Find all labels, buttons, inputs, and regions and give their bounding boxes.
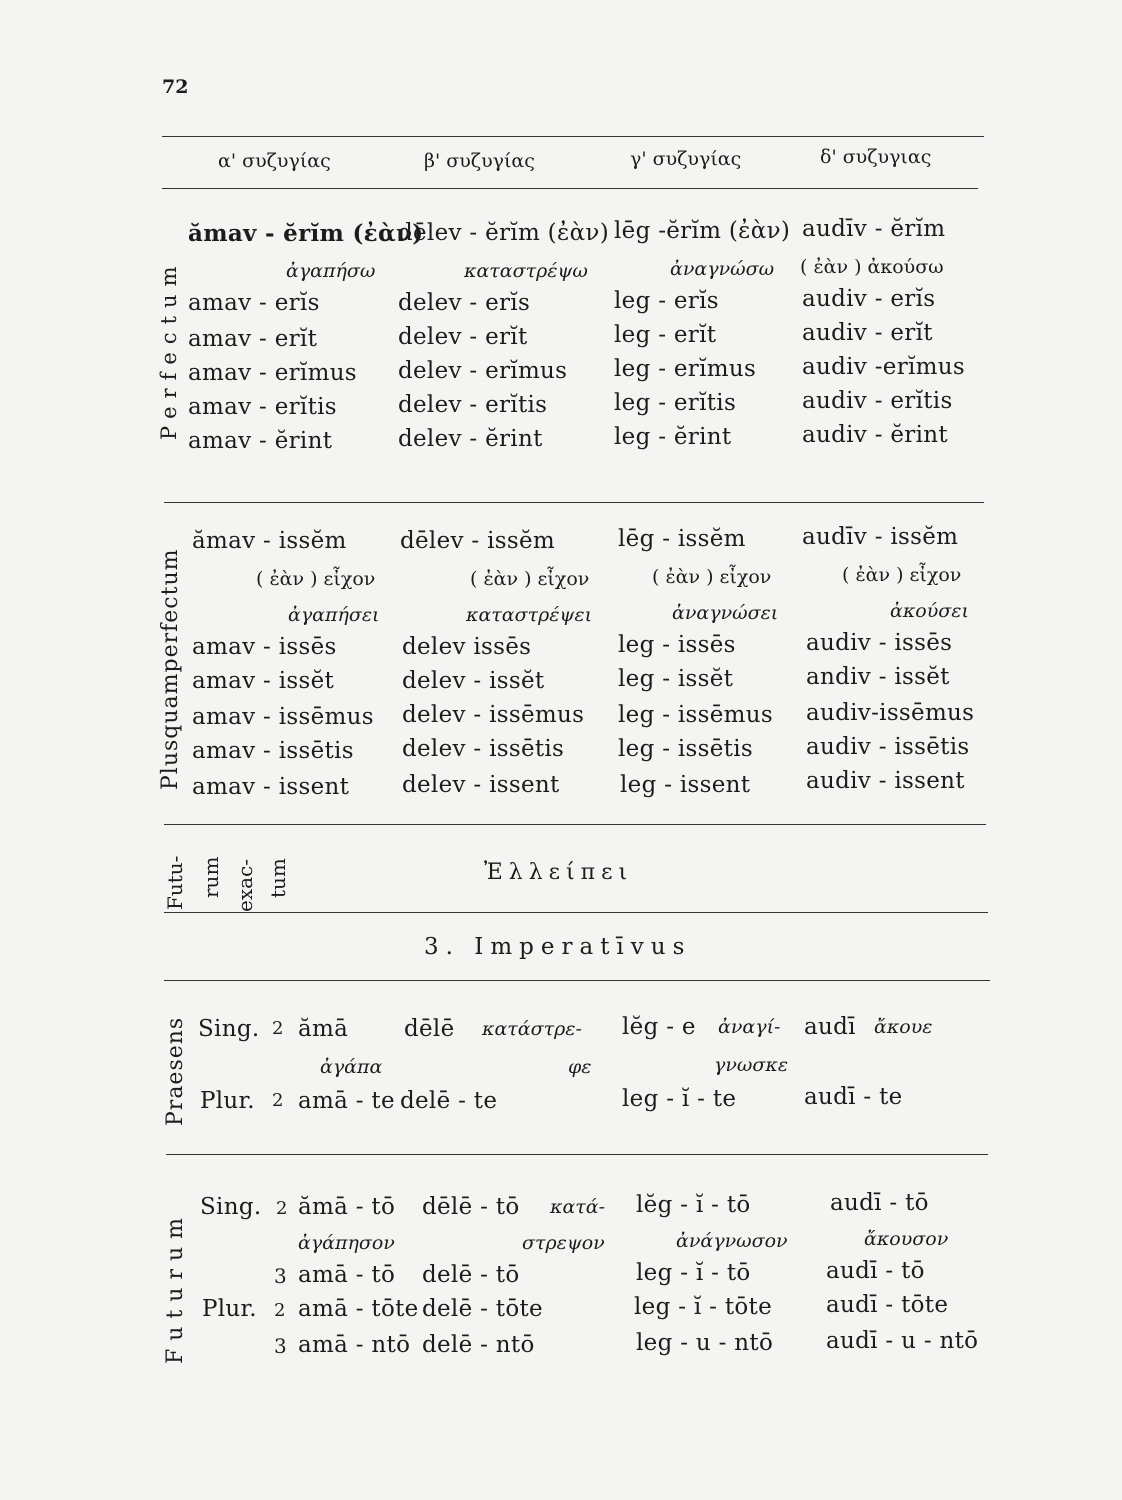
plusquamperfectum-cell: dēlev - issĕm: [400, 528, 555, 554]
section-rule: [164, 824, 986, 825]
plusquamperfectum-cell: audiv - issent: [806, 768, 965, 794]
futurum-exactum-label-line: tum: [266, 858, 290, 898]
plusquamperfectum-greek: ἀναγνώσει: [672, 602, 779, 624]
futurum-num: 2: [276, 1198, 288, 1219]
perfectum-cell: amav - erĭmus: [188, 360, 357, 386]
plusquamperfectum-greek: ἀκούσει: [890, 600, 969, 622]
plusquamperfectum-cell: leg - issētis: [618, 736, 753, 762]
perfectum-cell: leg - erĭmus: [614, 356, 757, 382]
futurum-exactum-label-line: exac-: [233, 859, 257, 912]
plusquamperfectum-cell: leg - issēs: [618, 632, 736, 658]
header-conjugation-4: δ' συζυγιας: [820, 146, 932, 168]
plusquamperfectum-greek: ( ἐὰν ) εἶχον: [842, 564, 962, 586]
plusquamperfectum-cell: leg - issent: [620, 772, 751, 798]
section-rule: [164, 912, 988, 913]
perfectum-cell: leg - erĭs: [614, 288, 719, 314]
perfectum-cell: audiv - erĭt: [802, 320, 933, 346]
perfectum-cell: delev - erĭs: [398, 290, 531, 316]
perfectum-greek: καταστρέψω: [464, 260, 588, 282]
perfectum-cell: delev - erĭt: [398, 324, 528, 350]
plusquamperfectum-cell: lēg - issĕm: [618, 526, 746, 552]
futurum-exactum-label-line: rum: [199, 856, 223, 898]
futurum-greek: στρεψον: [522, 1232, 605, 1254]
futurum-num: 3: [274, 1334, 288, 1358]
futurum-cell: audī - tō: [830, 1190, 929, 1216]
praesens-greek: ἄκουε: [874, 1016, 933, 1038]
praesens-cell: audī: [804, 1014, 856, 1040]
perfectum-cell: amav - erĭt: [188, 326, 318, 352]
perfectum-cell: delev - ĕrint: [398, 426, 543, 452]
plusquamperfectum-cell: delev - issĕt: [402, 668, 545, 694]
praesens-plur-num: 2: [272, 1090, 284, 1111]
futurum-exactum-text: Ἐλλείπει: [484, 860, 634, 885]
plusquamperfectum-cell: delev issēs: [402, 634, 532, 660]
futurum-num: 3: [274, 1264, 288, 1288]
plusquamperfectum-cell: delev - issētis: [402, 736, 565, 762]
plusquamperfectum-greek: ( ἐὰν ) εἶχον: [256, 568, 376, 590]
perfectum-cell: amav - ĕrint: [188, 428, 333, 454]
futurum-cell: amā - tō: [298, 1262, 396, 1288]
praesens-label: Praesens: [163, 1016, 188, 1126]
futurum-cell: audī - tō: [826, 1258, 925, 1284]
futurum-cell: audī - tōte: [826, 1292, 949, 1318]
futurum-cell: delē - tō: [422, 1262, 520, 1288]
plusquamperfectum-cell: ămav - issĕm: [192, 528, 347, 554]
perfectum-greek: ( ἐὰν ) ἀκούσω: [800, 256, 944, 278]
perfectum-cell: amav - erĭtis: [188, 394, 337, 420]
futurum-label: Futurum: [163, 1210, 188, 1364]
praesens-sing-label: Sing.: [198, 1016, 260, 1042]
header-bottom-rule: [162, 188, 978, 189]
plusquamperfectum-greek: ( ἐὰν ) εἶχον: [652, 566, 772, 588]
header-conjugation-1: α' συζυγίας: [218, 150, 331, 172]
futurum-cell: leg - u - ntō: [636, 1330, 774, 1356]
futurum-cell: delē - ntō: [422, 1332, 535, 1358]
futurum-cell: leg - ĭ - tō: [636, 1260, 751, 1286]
header-conjugation-3: γ' συζυγίας: [630, 148, 742, 170]
plusquamperfectum-cell: audīv - issĕm: [802, 524, 959, 550]
plusquamperfectum-cell: amav - issētis: [192, 738, 354, 764]
plusquamperfectum-cell: amav - issent: [192, 774, 350, 800]
plusquamperfectum-label: Plusquamperfectum: [158, 548, 183, 790]
futurum-sing-label: Sing.: [200, 1194, 262, 1220]
praesens-greek: φε: [568, 1056, 592, 1078]
perfectum-cell: leg - erĭt: [614, 322, 717, 348]
futurum-greek: κατά-: [550, 1196, 606, 1218]
plusquamperfectum-cell: leg - issĕt: [618, 666, 734, 692]
praesens-cell: dēlē: [404, 1016, 455, 1042]
plusquamperfectum-greek: καταστρέψει: [466, 604, 593, 626]
perfectum-cell: audīv - ĕrĭm: [802, 216, 946, 242]
plusquamperfectum-cell: amav - issēs: [192, 634, 337, 660]
plusquamperfectum-greek: ( ἐὰν ) εἶχον: [470, 568, 590, 590]
praesens-cell: lĕg - e: [622, 1014, 696, 1040]
plusquamperfectum-cell: audiv - issētis: [806, 734, 970, 760]
perfectum-greek: ἀγαπήσω: [286, 260, 376, 282]
futurum-cell: dēlē - tō: [422, 1194, 520, 1220]
plusquamperfectum-cell: audiv - issēs: [806, 630, 953, 656]
praesens-greek: κατάστρε-: [482, 1018, 582, 1040]
perfectum-cell: dēlev - ĕrĭm (ἐὰν): [398, 220, 609, 246]
plusquamperfectum-cell: delev - issēmus: [402, 702, 585, 728]
futurum-greek: ἄκουσον: [864, 1228, 949, 1250]
futurum-cell: audī - u - ntō: [826, 1328, 979, 1354]
perfectum-cell: amav - erĭs: [188, 290, 320, 316]
futurum-num: 2: [274, 1300, 286, 1321]
perfectum-cell: leg - ĕrint: [614, 424, 732, 450]
perfectum-cell: audiv -erĭmus: [802, 354, 965, 380]
section-rule: [164, 502, 984, 503]
plusquamperfectum-cell: amav - issĕt: [192, 668, 335, 694]
praesens-greek: ἀναγί-: [718, 1016, 781, 1038]
plusquamperfectum-cell: delev - issent: [402, 772, 560, 798]
perfectum-cell: ămav - ĕrĭm (ἐὰν): [188, 220, 424, 247]
perfectum-cell: delev - erĭmus: [398, 358, 568, 384]
perfectum-label: Perfectum: [157, 258, 181, 440]
futurum-cell: ămā - tō: [298, 1194, 396, 1220]
plusquamperfectum-greek: ἀγαπήσει: [288, 604, 380, 626]
perfectum-cell: delev - erĭtis: [398, 392, 548, 418]
praesens-greek: ἀγάπα: [320, 1056, 383, 1078]
praesens-cell: delē - te: [400, 1088, 498, 1114]
perfectum-greek: ἀναγνώσω: [670, 258, 775, 280]
futurum-exactum-label-line: Futu-: [163, 855, 187, 910]
futurum-plur-label: Plur.: [202, 1296, 257, 1322]
perfectum-cell: audiv - erĭtis: [802, 388, 953, 414]
perfectum-cell: audiv - ĕrint: [802, 422, 948, 448]
praesens-greek: γνωσκε: [714, 1054, 789, 1076]
page-number: 72: [162, 76, 189, 98]
praesens-cell: audī - te: [804, 1084, 903, 1110]
praesens-cell: ămā: [298, 1016, 349, 1042]
plusquamperfectum-cell: leg - issēmus: [618, 702, 773, 728]
praesens-cell: amā - te: [298, 1088, 395, 1114]
plusquamperfectum-cell: amav - issēmus: [192, 704, 374, 730]
perfectum-cell: leg - erĭtis: [614, 390, 737, 416]
plusquamperfectum-cell: audiv-issēmus: [806, 700, 975, 726]
futurum-cell: amā - ntō: [298, 1332, 411, 1358]
praesens-sing-num: 2: [272, 1018, 284, 1039]
section-rule: [164, 980, 990, 981]
futurum-cell: delē - tōte: [422, 1296, 543, 1322]
futurum-cell: leg - ĭ - tōte: [634, 1294, 772, 1320]
plusquamperfectum-cell: andiv - issĕt: [806, 664, 950, 690]
praesens-cell: leg - ĭ - te: [622, 1086, 737, 1112]
futurum-cell: amā - tōte: [298, 1296, 419, 1322]
praesens-plur-label: Plur.: [200, 1088, 255, 1114]
imperativus-title: 3. Imperatīvus: [424, 934, 692, 960]
header-top-rule: [162, 136, 984, 137]
futurum-cell: lĕg - ĭ - tō: [636, 1192, 751, 1218]
futurum-greek: ἀνάγνωσον: [676, 1230, 788, 1252]
header-conjugation-2: β' συζυγίας: [424, 150, 535, 172]
section-rule: [166, 1154, 988, 1155]
perfectum-cell: lēg -ĕrĭm (ἐὰν): [614, 218, 791, 244]
futurum-greek: ἀγάπησον: [298, 1232, 395, 1254]
perfectum-cell: audiv - erĭs: [802, 286, 936, 312]
